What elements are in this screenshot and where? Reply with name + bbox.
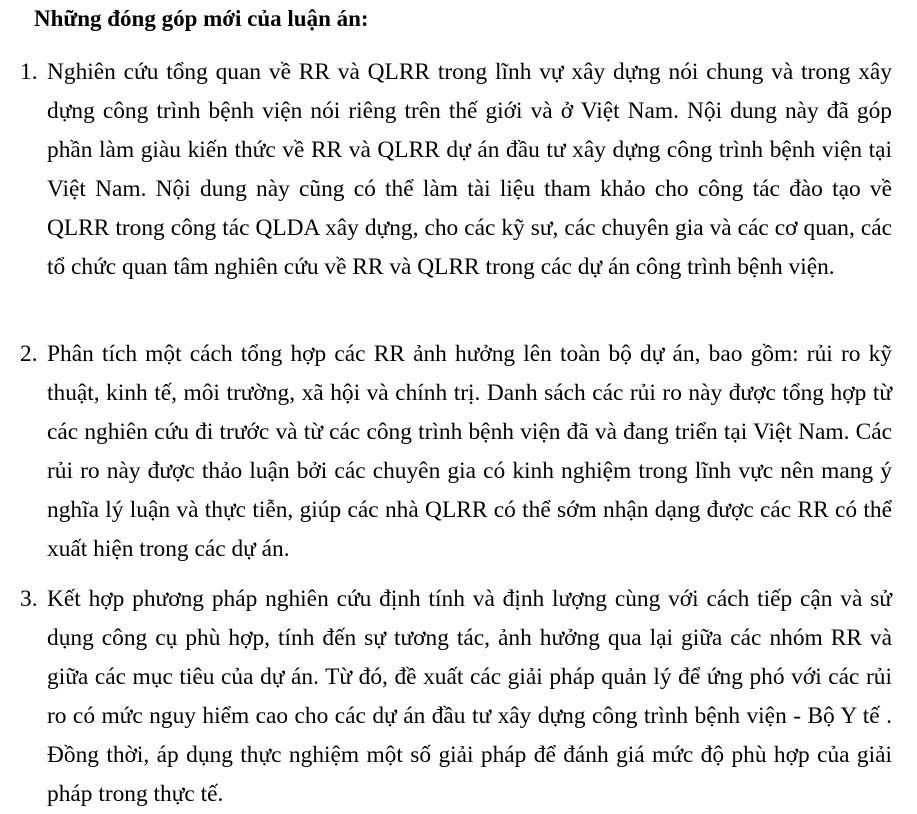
item-number: 1.: [20, 59, 38, 85]
section-heading: Những đóng góp mới của luận án:: [34, 6, 369, 31]
contribution-item-2: [20, 335, 892, 569]
item-text: Phân tích một cách tổng hợp các RR ảnh hưởng lên toàn bộ dự án, bao gồm: rủi ro kỹ thuật, kinh tế, môi trường, xã hội và chính trị. Danh sách các rủi ro này được tổng hợp từ các nghiên cứu đi trước và từ các công trình bệnh viện đã và đang triển tại Việt Nam. Các rủi ro này được thảo luận bởi các chuyên gia có kinh nghiệm trong lĩnh vực nên mang ý nghĩa lý luận và thực tiễn, giúp các nhà QLRR có thể sớm nhận dạng được các RR có thể xuất hiện trong các dự án.: [47, 341, 892, 562]
item-text: Kết hợp phương pháp nghiên cứu định tính và định lượng cùng với cách tiếp cận và sử dụng công cụ phù hợp, tính đến sự tương tác, ảnh hưởng qua lại giữa các nhóm RR và giữa các mục tiêu của dự án. Từ đó, đề xuất các giải pháp quản lý để ứng phó với các rủi ro có mức nguy hiểm cao cho các dự án đầu tư xây dựng công trình bệnh viện - Bộ Y tế . Đồng thời, áp dụng thực nghiệm một số giải pháp để đánh giá mức độ phù hợp của giải pháp trong thực tế.: [47, 586, 892, 807]
contribution-item-1: [20, 53, 892, 287]
item-number: 3.: [20, 586, 38, 612]
item-text: Nghiên cứu tổng quan về RR và QLRR trong lĩnh vự xây dựng nói chung và trong xây dựng công trình bệnh viện nói riêng trên thế giới và ở Việt Nam. Nội dung này đã góp phần làm giàu kiến thức về RR và QLRR dự án đầu tư xây dựng công trình bệnh viện tại Việt Nam. Nội dung này cũng có thể làm tài liệu tham khảo cho công tác đào tạo về QLRR trong công tác QLDA xây dựng, cho các kỹ sư, các chuyên gia và các cơ quan, các tổ chức quan tâm nghiên cứu về RR và QLRR trong các dự án công trình bệnh viện.: [47, 59, 892, 280]
contribution-item-3: [20, 580, 892, 814]
item-number: 2.: [20, 341, 38, 367]
